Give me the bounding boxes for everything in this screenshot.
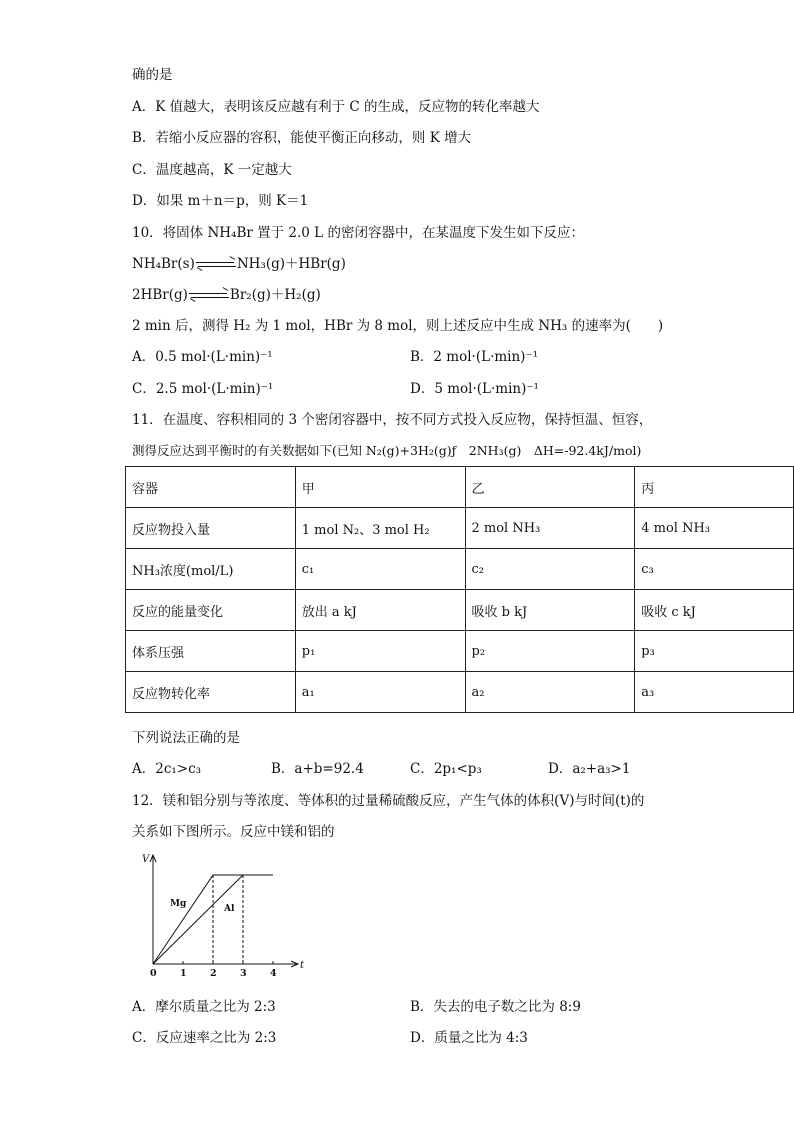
q11-option-c: C．2p₁<p₃ bbox=[410, 761, 482, 777]
q10-eq1-left: NH₄Br(s) bbox=[132, 256, 195, 272]
x-tick-label: 4 bbox=[270, 968, 277, 979]
q12-option-c: C．反应速率之比为 2:3 bbox=[132, 1030, 277, 1046]
table-row bbox=[126, 631, 794, 672]
q10-stem: 10．将固体 NH₄Br 置于 2.0 L 的密闭容器中，在某温度下发生如下反应： bbox=[132, 225, 584, 241]
table-cell: 反应的能量变化 bbox=[126, 590, 296, 631]
x-tick-label: 1 bbox=[180, 968, 187, 979]
q10-eq2-left: 2HBr(g) bbox=[132, 287, 188, 303]
x-tick-label: 3 bbox=[240, 968, 247, 979]
q11-stem-line-1: 11．在温度、容积相同的 3 个密闭容器中，按不同方式投入反应物，保持恒温、恒容， bbox=[132, 412, 653, 428]
table-cell: 反应物投入量 bbox=[126, 508, 296, 549]
q11-option-d: D．a₂+a₃>1 bbox=[548, 761, 631, 777]
x-tick-label: 0 bbox=[150, 968, 157, 979]
q10-eq1-right: NH₃(g)＋HBr(g) bbox=[236, 256, 346, 272]
table-cell: NH₃浓度(mol/L) bbox=[126, 549, 296, 590]
table-cell: p₂ bbox=[465, 631, 635, 672]
q11-stem-line-2: 测得反应达到平衡时的有关数据如下(已知 N₂(g)+3H₂(g)ƒ 2NH₃(g) ΔH=-92.4kJ/mol) bbox=[132, 443, 642, 458]
table-cell: 吸收 b kJ bbox=[465, 590, 635, 631]
y-axis-label: V bbox=[142, 854, 150, 865]
table-cell: 2 mol NH₃ bbox=[465, 508, 635, 549]
q10-option-d: D．5 mol·(L·min)⁻¹ bbox=[410, 381, 539, 397]
q9-option-c: C．温度越高，K 一定越大 bbox=[132, 162, 292, 178]
table-cell: a₂ bbox=[465, 672, 635, 713]
table-row bbox=[126, 549, 794, 590]
q9-stem-tail: 确的是 bbox=[132, 67, 173, 83]
table-row bbox=[126, 590, 794, 631]
table-cell: 体系压强 bbox=[126, 631, 296, 672]
volume-time-chart bbox=[140, 850, 310, 982]
q12-option-a: A．摩尔质量之比为 2:3 bbox=[132, 999, 276, 1015]
series-label-mg: Mg bbox=[170, 899, 187, 909]
q11-data-table bbox=[125, 466, 794, 713]
table-cell: c₂ bbox=[465, 549, 635, 590]
q10-equation-1 bbox=[132, 255, 346, 273]
q10-question: 2 min 后，测得 H₂ 为 1 mol，HBr 为 8 mol，则上述反应中生成 NH₃ 的速率为( ) bbox=[132, 318, 664, 334]
x-axis-label: t bbox=[300, 960, 305, 971]
table-cell: a₃ bbox=[635, 672, 794, 713]
q12-stem-line-1: 12．镁和铝分别与等浓度、等体积的过量稀硫酸反应，产生气体的体积(V)与时间(t)的 bbox=[132, 793, 645, 809]
q10-eq2-right: Br₂(g)＋H₂(g) bbox=[229, 287, 321, 303]
table-header-cell: 容器 bbox=[126, 467, 296, 508]
table-cell: c₃ bbox=[635, 549, 794, 590]
q10-equation-2 bbox=[132, 286, 321, 304]
table-header-cell: 丙 bbox=[635, 467, 794, 508]
q12-stem-line-2: 关系如下图所示。反应中镁和铝的 bbox=[132, 824, 335, 840]
q11-option-b: B．a+b=92.4 bbox=[271, 761, 364, 777]
equilibrium-arrow-icon bbox=[196, 260, 236, 270]
table-header-cell: 甲 bbox=[295, 467, 465, 508]
x-tick-label: 2 bbox=[210, 968, 217, 979]
q9-option-a: A．K 值越大，表明该反应越有利于 C 的生成，反应物的转化率越大 bbox=[132, 99, 540, 115]
q10-option-c: C．2.5 mol·(L·min)⁻¹ bbox=[132, 381, 274, 397]
q10-option-a: A．0.5 mol·(L·min)⁻¹ bbox=[132, 349, 273, 365]
table-cell: p₁ bbox=[295, 631, 465, 672]
q12-option-d: D．质量之比为 4:3 bbox=[410, 1030, 528, 1046]
table-row bbox=[126, 508, 794, 549]
q11-question: 下列说法正确的是 bbox=[132, 730, 240, 746]
table-header-cell: 乙 bbox=[465, 467, 635, 508]
table-row bbox=[126, 672, 794, 713]
series-label-al: Al bbox=[224, 904, 235, 914]
table-cell: p₃ bbox=[635, 631, 794, 672]
q12-option-b: B．失去的电子数之比为 8:9 bbox=[410, 999, 581, 1015]
table-cell: 1 mol N₂、3 mol H₂ bbox=[295, 508, 465, 549]
table-cell: 吸收 c kJ bbox=[635, 590, 794, 631]
q9-option-b: B．若缩小反应器的容积，能使平衡正向移动，则 K 增大 bbox=[132, 130, 472, 146]
table-row bbox=[126, 467, 794, 508]
table-cell: 放出 a kJ bbox=[295, 590, 465, 631]
q11-option-a: A．2c₁>c₃ bbox=[132, 761, 202, 777]
q10-option-b: B．2 mol·(L·min)⁻¹ bbox=[410, 349, 538, 365]
equilibrium-arrow-icon bbox=[189, 291, 229, 301]
table-cell: c₁ bbox=[295, 549, 465, 590]
table-cell: a₁ bbox=[295, 672, 465, 713]
table-cell: 4 mol NH₃ bbox=[635, 508, 794, 549]
q9-option-d: D．如果 m＋n＝p，则 K＝1 bbox=[132, 193, 309, 209]
table-cell: 反应物转化率 bbox=[126, 672, 296, 713]
